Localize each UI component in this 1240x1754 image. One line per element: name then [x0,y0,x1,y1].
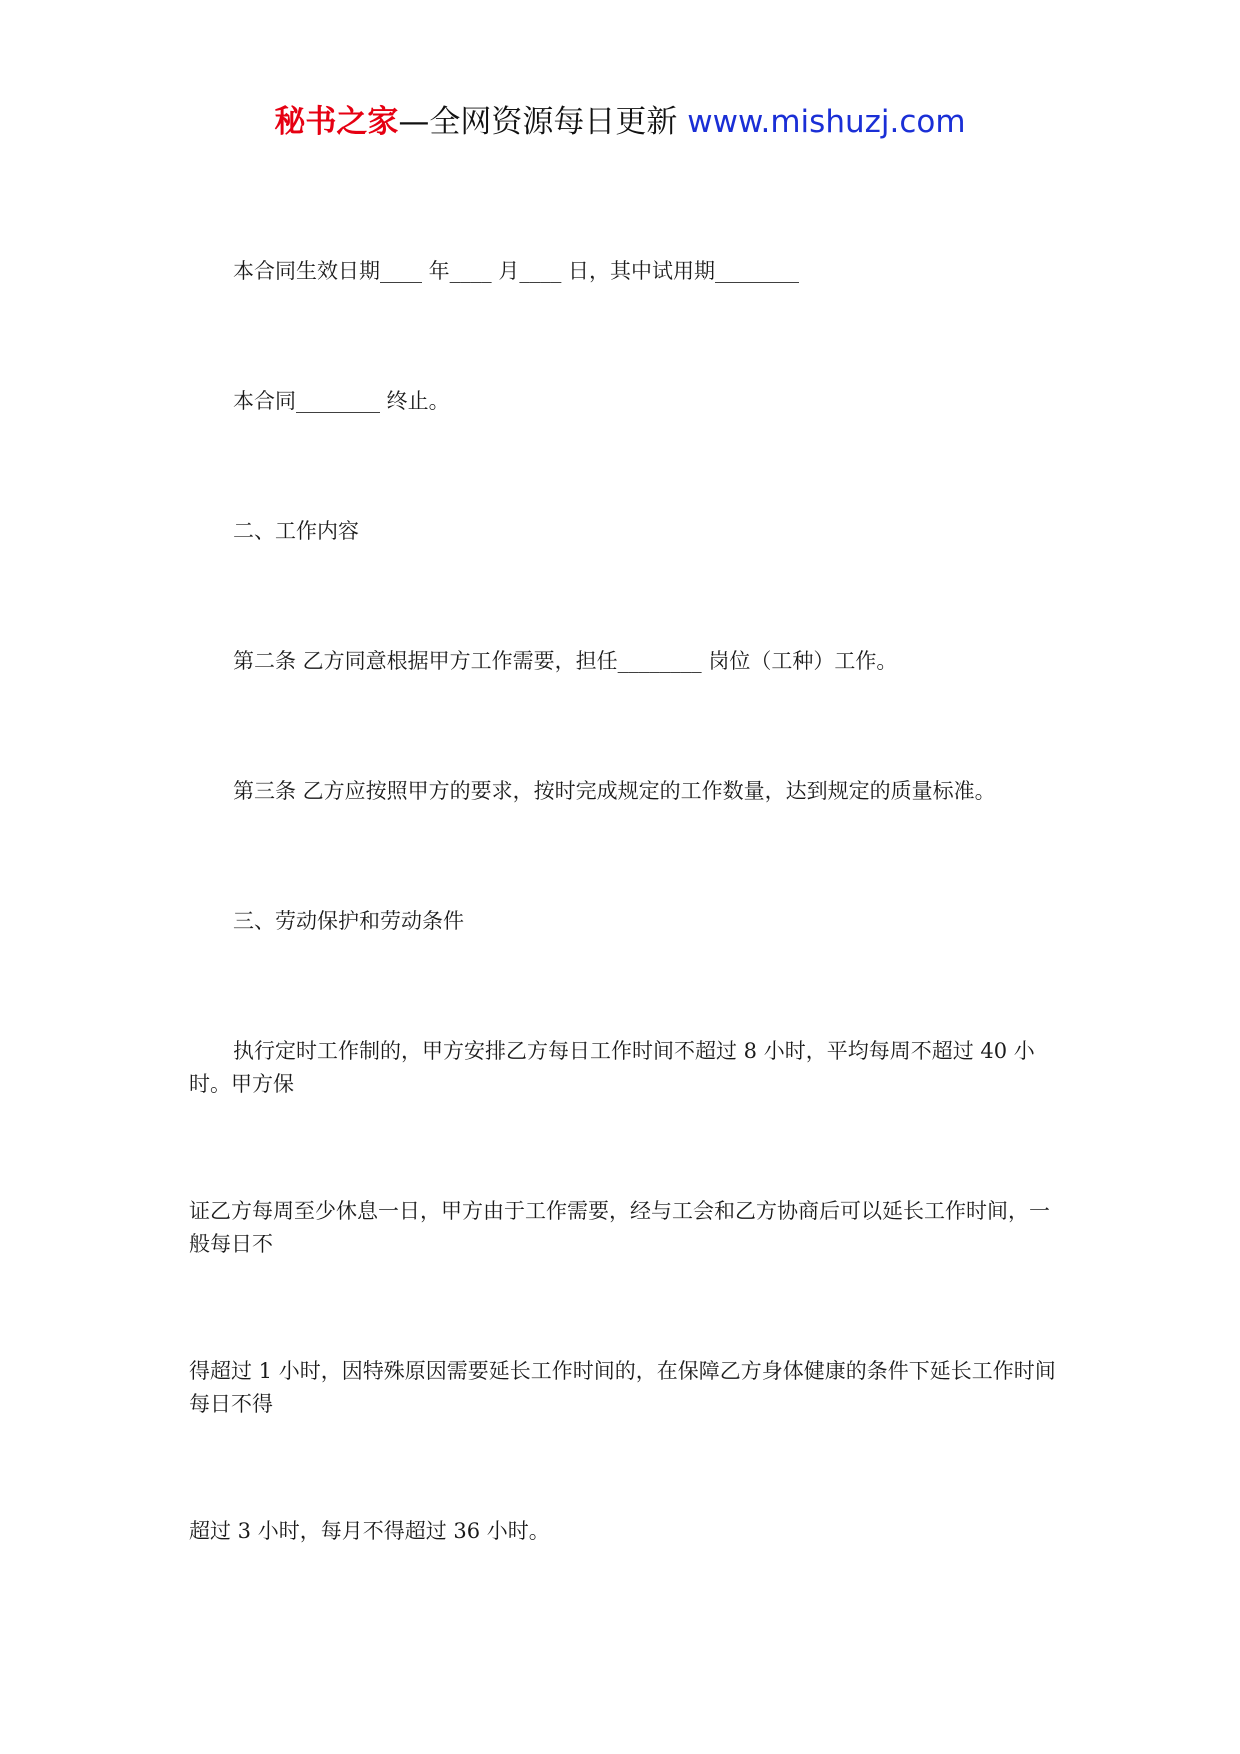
header-tagline: —全网资源每日更新 [398,104,688,140]
site-url[interactable]: www.mishuzj.com [687,104,966,140]
brand-name: 秘书之家 [274,104,399,140]
article-three: 第三条 乙方应按照甲方的要求，按时完成规定的工作数量，达到规定的质量标准。 [233,779,996,803]
effective-date-clause: 本合同生效日期____ 年____ 月____ 日，其中试用期________ [233,259,800,283]
working-hours-paragraph-1: 执行定时工作制的，甲方安排乙方每日工作时间不超过 8 小时，平均每周不超过 40 小时。甲方保 [189,1039,1035,1096]
working-hours-paragraph-4: 超过 3 小时，每月不得超过 36 小时。 [189,1519,550,1543]
section-heading-labor-protection: 三、劳动保护和劳动条件 [233,909,464,933]
working-hours-paragraph-2: 证乙方每周至少休息一日，甲方由于工作需要，经与工会和乙方协商后可以延长工作时间，一般每日不 [189,1199,1050,1256]
site-header [0,100,1240,144]
termination-clause: 本合同________ 终止。 [233,389,450,413]
working-hours-paragraph-3: 得超过 1 小时，因特殊原因需要延长工作时间的，在保障乙方身体健康的条件下延长工作时间每日不得 [189,1359,1056,1416]
section-heading-work-content: 二、工作内容 [233,519,359,543]
article-two: 第二条 乙方同意根据甲方工作需要，担任________ 岗位（工种）工作。 [233,649,898,673]
